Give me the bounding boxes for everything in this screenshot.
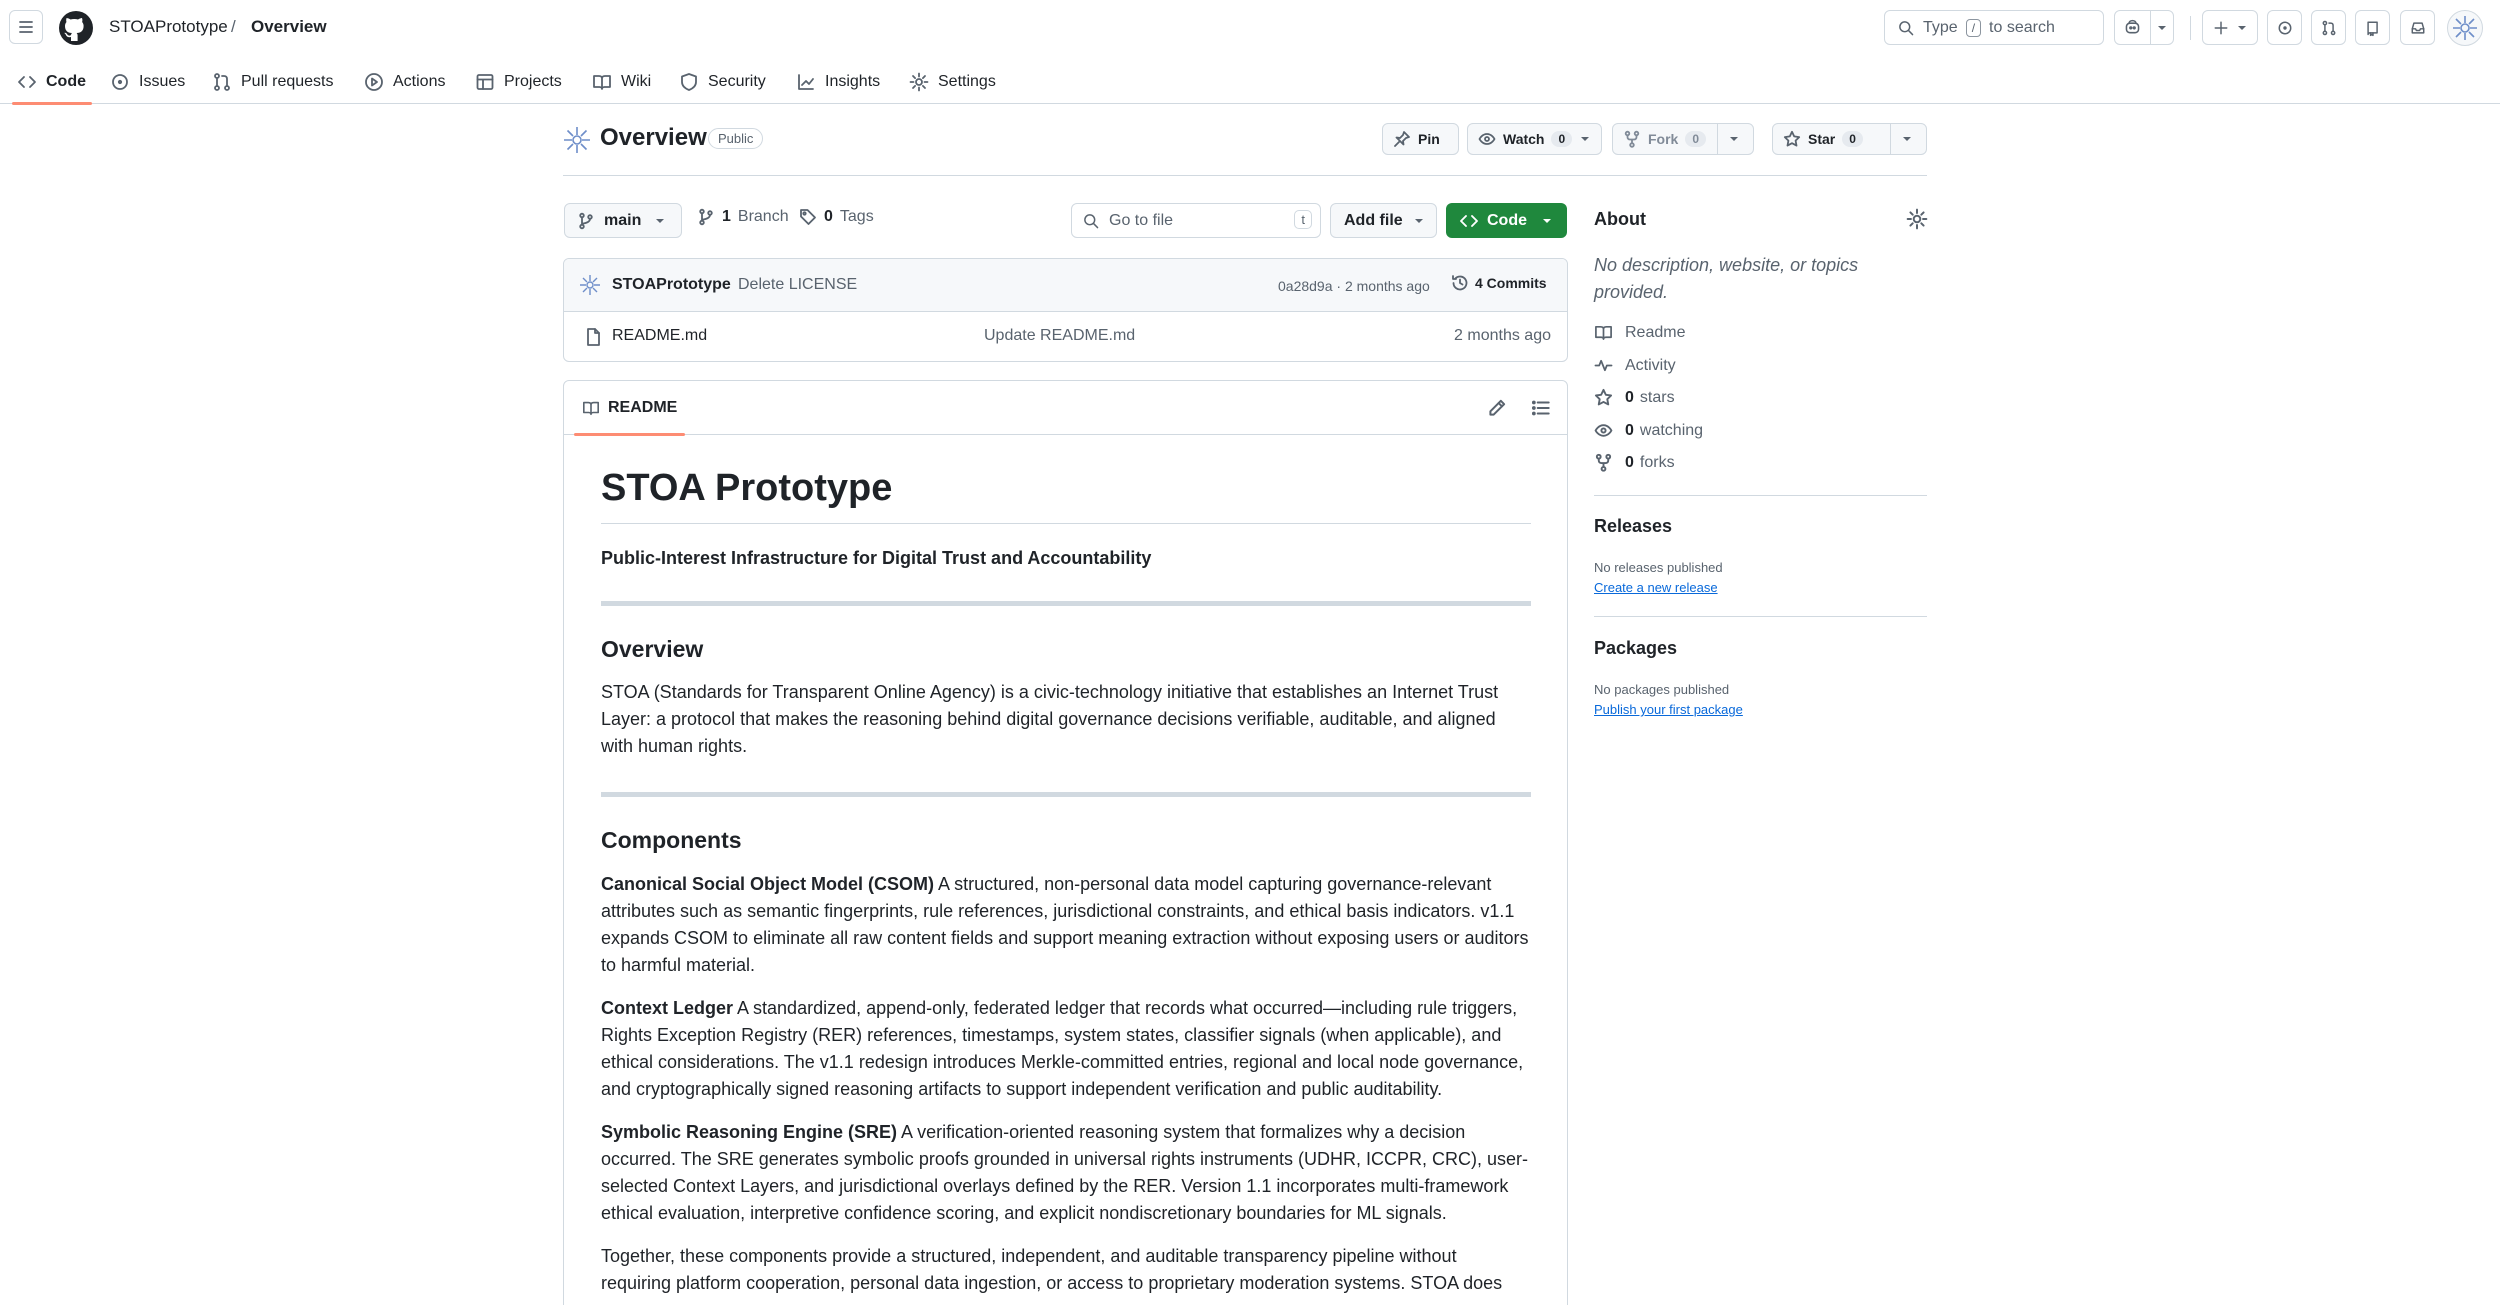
tab-wiki[interactable] (592, 60, 651, 104)
file-commit-age: 2 months ago (1454, 327, 1551, 344)
plus-icon (2212, 19, 2230, 37)
add-file-button[interactable] (1330, 203, 1437, 238)
book-icon (592, 72, 612, 92)
chevron-down-icon (1728, 133, 1740, 145)
search-suffix: to search (1989, 18, 2055, 36)
chevron-down-icon (2156, 22, 2168, 34)
readme-title: STOA Prototype (601, 467, 1531, 524)
table-icon (475, 72, 495, 92)
readme-content (601, 467, 1531, 1297)
repositories-button[interactable] (2355, 10, 2390, 45)
commit-message[interactable]: Delete LICENSE (738, 276, 858, 293)
closing-paragraph: Together, these components provide a structured, independent, and auditable transparency pipeline without requiring platform cooperation, personal data ingestion, or access to proprietary moderation systems. STOA does (601, 1245, 1503, 1293)
inbox-icon (2409, 19, 2427, 37)
go-to-file-placeholder: Go to file (1109, 211, 1174, 229)
file-name[interactable]: README.md (612, 327, 708, 344)
fork-menu-toggle[interactable] (1717, 124, 1750, 154)
pin-button[interactable] (1382, 123, 1459, 155)
publish-package-link[interactable]: Publish your first package (1594, 702, 1743, 717)
inbox-button[interactable] (2400, 10, 2435, 45)
commit-hash-age[interactable]: 0a28d9a · 2 months ago (1278, 278, 1430, 294)
sidebar-link-forks[interactable] (1594, 453, 1675, 472)
watch-button[interactable] (1467, 123, 1602, 155)
tab-security[interactable] (679, 60, 766, 104)
issues-button[interactable] (2267, 10, 2302, 45)
commits-count: 4 Commits (1475, 275, 1547, 291)
component-name: Symbolic Reasoning Engine (SRE) (601, 1121, 898, 1142)
watch-count: 0 (1551, 131, 1572, 147)
branch-icon (697, 208, 715, 226)
component-paragraph (601, 1119, 1531, 1227)
fork-label: Fork (1648, 131, 1679, 147)
create-release-link[interactable]: Create a new release (1594, 580, 1718, 595)
tab-settings[interactable] (909, 60, 996, 104)
chevron-down-icon (1413, 215, 1425, 227)
copilot-menu-toggle[interactable] (2151, 22, 2173, 34)
chevron-down-icon (1901, 133, 1913, 145)
eye-icon (1478, 130, 1496, 148)
tab-actions-label: Actions (393, 73, 446, 90)
stars-count: 0 (1625, 388, 1634, 406)
chevron-down-icon (2236, 22, 2248, 34)
hamburger-icon (15, 16, 37, 38)
chevron-down-icon (1541, 215, 1553, 227)
commit-author[interactable]: STOAPrototype (612, 276, 731, 293)
sidebar-link-watching[interactable] (1594, 421, 1703, 440)
edit-pencil-icon[interactable] (1486, 397, 1508, 419)
code-button-label: Code (1487, 211, 1527, 229)
sidebar-link-stars[interactable] (1594, 388, 1675, 407)
search-prefix: Type (1923, 18, 1958, 36)
about-heading: About (1594, 209, 1646, 229)
component-text: A standardized, append-only, federated ledger that records what occurred—including rule triggers, Rights Exception Registry (RER) references, timestamps, system states, classifier signals (when applicable), and ethical considerations. The v1.1 redesign introduces Merkle-committed entries, regional and local node governance, and cryptographically signed reasoning artifacts to support independent verification and public auditability. (601, 997, 1524, 1099)
pull-request-icon (212, 72, 232, 92)
branch-icon (577, 212, 595, 230)
header-divider (2190, 16, 2191, 40)
commit-author-avatar-icon[interactable] (579, 274, 601, 296)
copilot-icon (2123, 18, 2142, 37)
pulse-icon (1594, 356, 1613, 375)
issue-icon (2276, 19, 2294, 37)
star-lists-toggle[interactable] (1890, 124, 1923, 154)
readme-panel (563, 380, 1568, 1305)
shield-icon (679, 72, 699, 92)
component-text: A structured, non-personal data model capturing governance-relevant attributes such as semantic fingerprints, rule references, jurisdictional constraints, and ethical basis indicators. v1.1 expands CSOM to eliminate all raw content fields and support meaning extraction without exposing users or auditors to harmful material. (601, 873, 1529, 975)
readme-divider (601, 601, 1531, 606)
history-icon (1451, 274, 1469, 292)
code-dropdown-button[interactable] (1446, 203, 1567, 238)
go-to-file-input[interactable] (1071, 203, 1321, 238)
pull-requests-button[interactable] (2311, 10, 2346, 45)
readme-tab-label: README (608, 399, 678, 416)
gear-icon (909, 72, 929, 92)
about-description: No description, website, or topics provided. (1594, 255, 1859, 302)
readme-tab[interactable] (574, 381, 685, 435)
releases-heading[interactable]: Releases (1594, 516, 1673, 536)
pin-label: Pin (1418, 131, 1440, 147)
repo-icon (2364, 19, 2382, 37)
tags-count: 0 (824, 208, 833, 225)
repo-title[interactable]: Overview (600, 124, 707, 151)
activity-link-label: Activity (1625, 356, 1676, 374)
packages-empty-text: No packages published (1594, 682, 1730, 697)
star-label: Star (1808, 131, 1836, 147)
component-name: Context Ledger (601, 997, 734, 1018)
play-icon (364, 72, 384, 92)
chevron-down-icon (1579, 133, 1591, 145)
breadcrumb-repo[interactable]: Overview (251, 17, 327, 36)
readme-link-label: Readme (1625, 323, 1686, 341)
tab-code-label: Code (46, 73, 86, 90)
fork-icon (1623, 130, 1641, 148)
tab-issues-label: Issues (139, 73, 186, 90)
menu-button[interactable] (9, 10, 43, 44)
file-list (563, 258, 1568, 362)
star-icon (1783, 130, 1801, 148)
sidebar-link-readme[interactable] (1594, 323, 1685, 342)
go-to-file-shortcut: t (1294, 210, 1312, 229)
star-icon (1594, 388, 1613, 407)
component-paragraph (601, 995, 1531, 1103)
copilot-button[interactable] (2114, 10, 2174, 45)
user-avatar[interactable] (2447, 10, 2483, 46)
branch-selector[interactable] (564, 203, 682, 238)
tab-security-label: Security (708, 73, 766, 90)
fork-button[interactable] (1612, 123, 1754, 155)
readme-divider (601, 792, 1531, 797)
search-input[interactable] (1884, 10, 2104, 45)
breadcrumb-separator: / (231, 17, 236, 36)
branches-link[interactable] (697, 208, 789, 226)
eye-icon (1594, 421, 1613, 440)
forks-label: forks (1639, 453, 1675, 471)
releases-empty-text: No releases published (1594, 560, 1723, 575)
overview-heading: Overview (601, 635, 704, 662)
tab-projects-label: Projects (504, 73, 562, 90)
avatar-pattern-icon (2451, 14, 2479, 42)
issue-icon (110, 72, 130, 92)
tab-pull-requests-label: Pull requests (241, 73, 334, 90)
tab-insights[interactable] (796, 60, 880, 104)
latest-commit-row (564, 259, 1567, 312)
tab-settings-label: Settings (938, 73, 996, 90)
tab-pull-requests[interactable] (212, 60, 334, 104)
tab-actions[interactable] (364, 60, 445, 104)
graph-icon (796, 72, 816, 92)
repo-owner-avatar-icon (563, 126, 591, 154)
github-logo-icon[interactable] (58, 10, 94, 46)
component-paragraph (601, 871, 1531, 979)
watching-count: 0 (1625, 421, 1634, 439)
commits-link[interactable] (1451, 274, 1547, 292)
sidebar-divider (1594, 616, 1927, 617)
stars-label: stars (1639, 388, 1675, 406)
forks-count: 0 (1625, 453, 1634, 471)
tab-projects[interactable] (475, 60, 562, 104)
search-shortcut-key: / (1966, 19, 1981, 37)
fork-icon (1594, 453, 1613, 472)
readme-tagline: Public-Interest Infrastructure for Digital Trust and Accountability (601, 547, 1152, 568)
breadcrumb-owner[interactable]: STOAPrototype (109, 17, 228, 36)
book-icon (1594, 323, 1613, 342)
sidebar-divider (1594, 495, 1927, 496)
tab-insights-label: Insights (825, 73, 881, 90)
visibility-badge: Public (708, 128, 763, 149)
tags-label: Tags (839, 208, 874, 225)
code-icon (17, 72, 37, 92)
tag-icon (799, 208, 817, 226)
create-new-button[interactable] (2202, 10, 2258, 45)
component-text: A verification-oriented reasoning system that formalizes why a decision occurred. The SRE generates symbolic proofs grounded in universal rights instruments (UDHR, ICCPR, CRC), user-selected Context Layers, and jurisdictional overlays defined by the RER. Version 1.1 incorporates multi-framework ethical evaluation, interpretive confidence scoring, and explicit nondiscretionary boundaries for ML signals. (601, 1121, 1529, 1223)
chevron-down-icon (654, 215, 666, 227)
star-count: 0 (1842, 131, 1863, 147)
branches-label: Branch (737, 208, 789, 225)
repo-title-row (563, 120, 1927, 176)
readme-header (564, 381, 1567, 435)
global-header (0, 0, 2500, 56)
book-icon (582, 399, 600, 417)
search-icon (1897, 19, 1915, 37)
file-row[interactable] (564, 312, 1567, 362)
packages-heading[interactable]: Packages (1594, 638, 1678, 658)
code-icon (1459, 211, 1479, 231)
outline-list-icon[interactable] (1530, 397, 1552, 419)
sidebar-link-activity[interactable] (1594, 356, 1676, 375)
file-icon (583, 327, 603, 347)
add-file-label: Add file (1344, 211, 1403, 229)
gear-icon[interactable] (1906, 208, 1928, 230)
branch-name: main (604, 211, 642, 229)
overview-paragraph: STOA (Standards for Transparent Online Agency) is a civic-technology initiative that establishes an Internet Trust Layer: a protocol that makes the reasoning behind digital governance decisions verifiable, auditable, and aligned with human rights. (601, 682, 1499, 757)
repo-nav (0, 60, 2500, 104)
pin-icon (1393, 130, 1411, 148)
tags-link[interactable] (799, 208, 874, 226)
components-heading: Components (601, 827, 742, 854)
component-name: Canonical Social Object Model (CSOM) (601, 873, 935, 894)
watching-label: watching (1639, 421, 1704, 439)
tab-wiki-label: Wiki (621, 73, 652, 90)
pull-request-icon (2320, 19, 2338, 37)
watch-label: Watch (1503, 131, 1545, 147)
file-commit-message[interactable]: Update README.md (984, 327, 1136, 344)
branches-count: 1 (722, 208, 731, 225)
star-button[interactable] (1772, 123, 1927, 155)
fork-count: 0 (1685, 131, 1706, 147)
tab-issues[interactable] (110, 60, 185, 104)
tab-code[interactable] (17, 60, 86, 104)
search-icon (1082, 212, 1100, 230)
